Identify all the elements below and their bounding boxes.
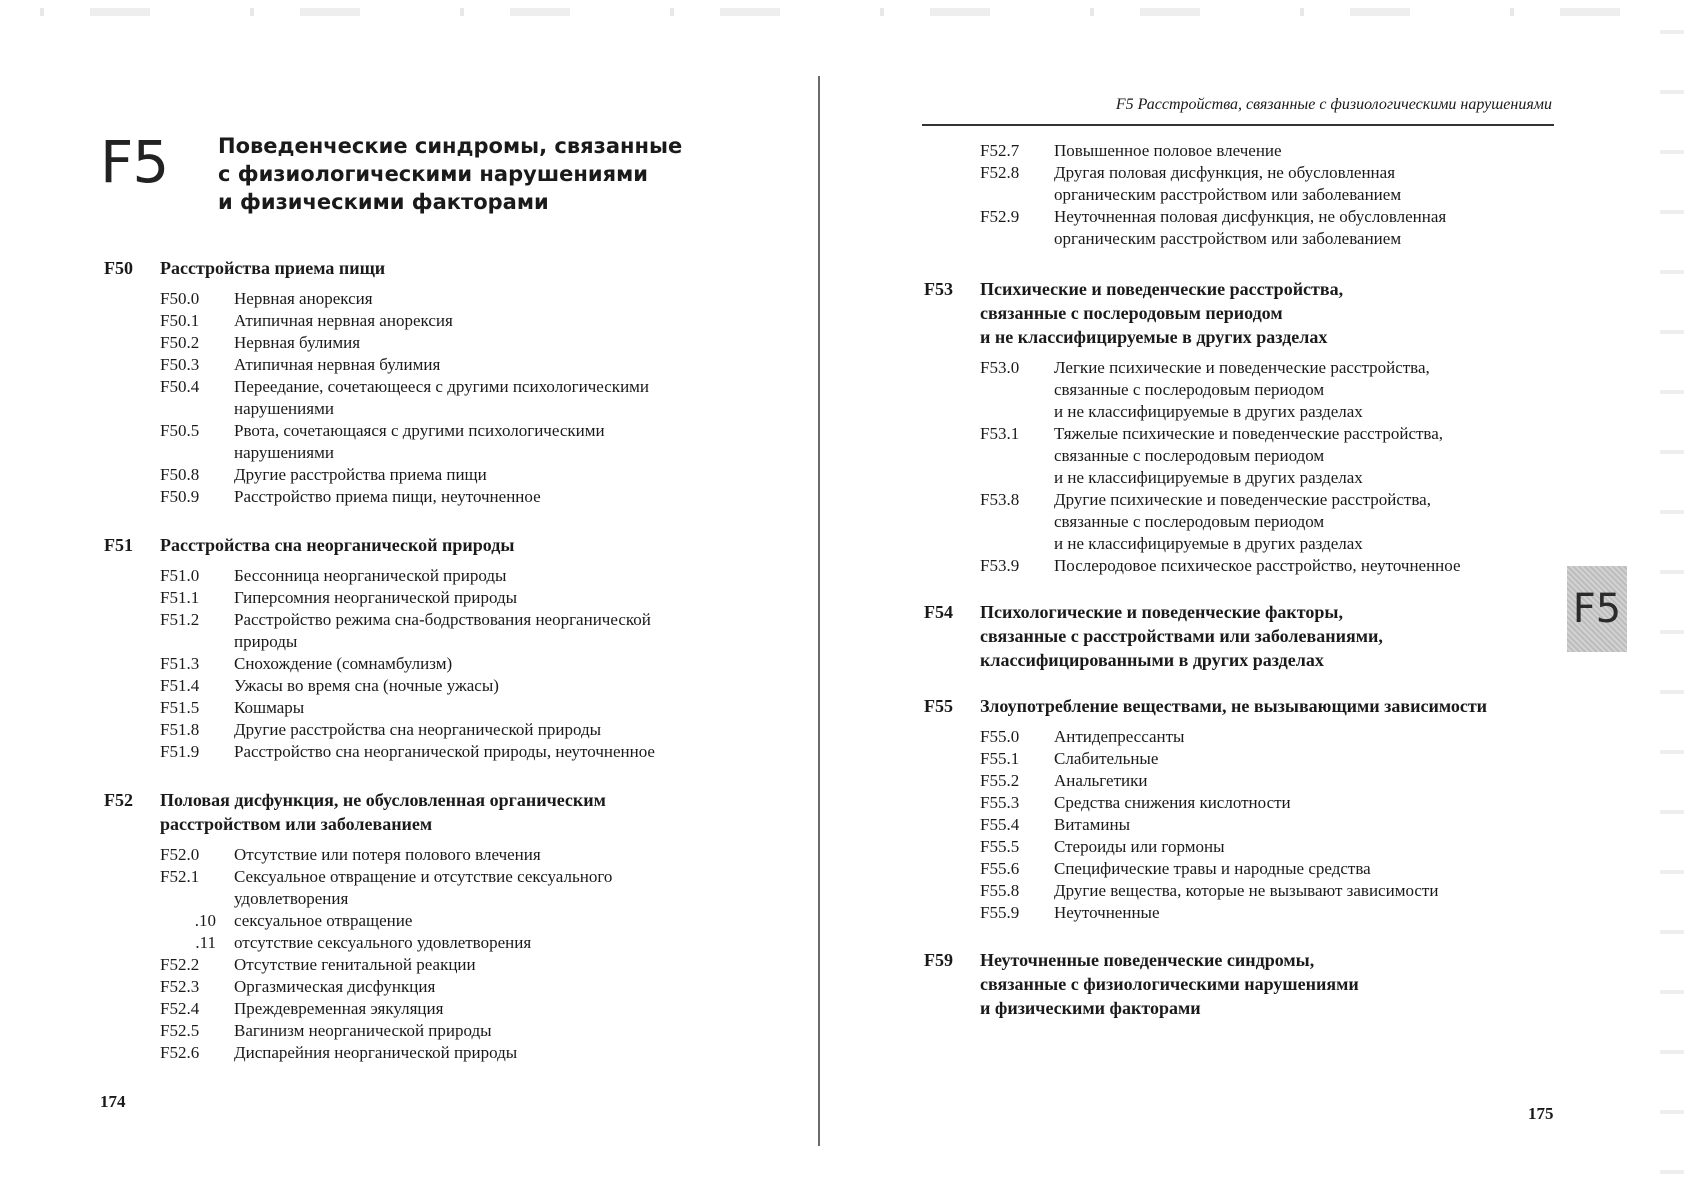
section-code: F53	[924, 279, 953, 299]
item-label	[1054, 162, 1401, 206]
section-item-list	[160, 565, 655, 763]
item-code: F52.7	[980, 141, 1020, 160]
list-item	[160, 464, 649, 486]
item-code: F55.8	[980, 881, 1020, 900]
item-code: F51.5	[160, 698, 200, 717]
item-code: F53.0	[980, 358, 1020, 377]
item-label	[234, 932, 531, 954]
list-item	[980, 880, 1487, 902]
section-title-line: Половая дисфункция, не обусловленная органическим	[160, 790, 606, 810]
list-item	[980, 858, 1487, 880]
list-item	[160, 332, 649, 354]
item-label-line: Вагинизм неорганической природы	[234, 1021, 492, 1040]
list-item	[980, 162, 1446, 206]
item-label-line: Другие расстройства сна неорганической природы	[234, 720, 602, 739]
section-title	[980, 600, 1383, 672]
running-head: F5 Расстройства, связанные с физиологическими нарушениями	[1115, 96, 1552, 113]
page-number: 175	[1528, 1104, 1554, 1123]
list-item	[980, 902, 1487, 924]
section-f59	[924, 948, 1359, 1020]
item-code: F55.9	[980, 903, 1020, 922]
item-label-line: и не классифицируемые в других разделах	[1054, 534, 1363, 553]
item-label-line: Диспарейния неорганической природы	[234, 1043, 518, 1062]
item-code: F55.6	[980, 859, 1020, 878]
item-label	[234, 653, 452, 675]
item-label-line: связанные с послеродовым периодом	[1054, 380, 1325, 399]
continued-items	[980, 140, 1446, 250]
item-code: F51.9	[160, 742, 200, 761]
header-rule	[922, 124, 1554, 126]
page-number: 174	[100, 1092, 126, 1111]
item-code: F55.0	[980, 727, 1020, 746]
item-code: F52.8	[980, 163, 1020, 182]
item-label-line: Атипичная нервная булимия	[234, 355, 441, 374]
item-label	[1054, 836, 1225, 858]
list-item	[160, 609, 655, 653]
item-label-line: Кошмары	[234, 698, 305, 717]
list-item	[980, 489, 1461, 555]
item-label	[234, 1020, 492, 1042]
item-label	[234, 332, 360, 354]
item-label	[234, 741, 655, 763]
list-item	[160, 1042, 612, 1064]
item-label	[234, 866, 612, 910]
item-label-line: Средства снижения кислотности	[1054, 793, 1291, 812]
item-code: F53.1	[980, 424, 1020, 443]
list-item	[160, 486, 649, 508]
item-label-line: Расстройство режима сна-бодрствования неорганической	[234, 610, 651, 629]
section-title	[160, 256, 385, 280]
section-code: F55	[924, 696, 953, 716]
item-label-line: Переедание, сочетающееся с другими психологическими	[234, 377, 650, 396]
section-code: F54	[924, 602, 953, 622]
left-page	[0, 0, 820, 1198]
item-label	[234, 486, 541, 508]
item-label-line: Специфические травы и народные средства	[1054, 859, 1371, 878]
section-f55	[924, 694, 1487, 924]
item-code: F51.0	[160, 566, 200, 585]
item-label	[234, 910, 412, 932]
section-heading	[924, 948, 1359, 1020]
list-item	[980, 357, 1461, 423]
list-item	[160, 932, 612, 954]
item-code: F50.1	[160, 311, 200, 330]
list-item	[160, 376, 649, 420]
section-f51	[104, 533, 655, 763]
item-code: F50.4	[160, 377, 200, 396]
item-label	[234, 719, 601, 741]
section-heading	[924, 694, 1487, 718]
item-label-line: Антидепрессанты	[1054, 727, 1185, 746]
item-code: F55.4	[980, 815, 1020, 834]
section-title-line: Злоупотребление веществами, не вызывающими зависимости	[980, 696, 1488, 716]
list-item	[980, 770, 1487, 792]
section-heading	[104, 788, 612, 836]
list-item	[160, 844, 612, 866]
item-label	[1054, 770, 1147, 792]
item-label-line: связанные с послеродовым периодом	[1054, 446, 1325, 465]
item-label-line: Отсутствие генитальной реакции	[234, 955, 476, 974]
list-item	[980, 814, 1487, 836]
item-code: F50.3	[160, 355, 200, 374]
list-item	[160, 565, 655, 587]
item-code: F55.3	[980, 793, 1020, 812]
list-item	[980, 792, 1487, 814]
item-code: F52.0	[160, 845, 200, 864]
item-label	[1054, 858, 1371, 880]
item-label-line: Расстройство сна неорганической природы, неуточненное	[234, 742, 655, 761]
item-label-line: удовлетворения	[234, 889, 349, 908]
item-code: F52.2	[160, 955, 200, 974]
list-item	[160, 910, 612, 932]
section-title-line: Расстройства приема пищи	[160, 258, 386, 278]
item-label	[1054, 357, 1430, 423]
list-item	[160, 1020, 612, 1042]
section-heading	[924, 600, 1383, 672]
item-label-line: и не классифицируемые в других разделах	[1054, 468, 1363, 487]
section-title-line: связанные с послеродовым периодом	[980, 303, 1283, 323]
item-label-line: Стероиды или гормоны	[1054, 837, 1225, 856]
section-item-list	[980, 726, 1487, 924]
item-label-line: Витамины	[1054, 815, 1130, 834]
item-label-line: Другая половая дисфункция, не обусловленная	[1054, 163, 1396, 182]
item-label-line: Рвота, сочетающаяся с другими психологическими	[234, 421, 605, 440]
item-code: F52.5	[160, 1021, 200, 1040]
list-item	[160, 719, 655, 741]
item-label	[234, 1042, 517, 1064]
list-item	[160, 288, 649, 310]
item-label-line: Атипичная нервная анорексия	[234, 311, 453, 330]
section-heading	[924, 277, 1461, 349]
chapter-thumb-tab	[1567, 566, 1627, 652]
item-label-line: природы	[234, 632, 298, 651]
section-title	[160, 788, 606, 836]
list-item	[980, 836, 1487, 858]
section-title-line: Психические и поведенческие расстройства,	[980, 279, 1344, 299]
section-title	[160, 533, 514, 557]
section-item-list	[980, 357, 1461, 577]
item-label-line: Послеродовое психическое расстройство, неуточненное	[1054, 556, 1461, 575]
item-code: F55.2	[980, 771, 1020, 790]
item-label-line: Слабительные	[1054, 749, 1159, 768]
item-label	[234, 609, 651, 653]
section-title-line: и физическими факторами	[980, 998, 1201, 1018]
item-label	[1054, 206, 1446, 250]
item-label-line: Гиперсомния неорганической природы	[234, 588, 518, 607]
item-label	[1054, 902, 1160, 924]
section-title-line: классифицированными в других разделах	[980, 650, 1324, 670]
list-item	[980, 206, 1446, 250]
item-code: F52.1	[160, 867, 200, 886]
list-item	[160, 310, 649, 332]
item-label	[234, 376, 649, 420]
list-item	[160, 354, 649, 376]
list-item	[160, 420, 649, 464]
item-label	[234, 976, 435, 998]
section-item-list	[160, 844, 612, 1064]
item-label	[234, 565, 506, 587]
item-label	[1054, 140, 1282, 162]
list-item	[160, 998, 612, 1020]
item-label	[234, 675, 499, 697]
item-code: F50.9	[160, 487, 200, 506]
section-title-line: связанные с физиологическими нарушениями	[980, 974, 1359, 994]
item-label-line: Анальгетики	[1054, 771, 1148, 790]
item-code: F53.9	[980, 556, 1020, 575]
section-heading	[104, 256, 649, 280]
item-label-line: Нервная булимия	[234, 333, 361, 352]
item-label-line: Расстройство приема пищи, неуточненное	[234, 487, 541, 506]
item-code: F55.5	[980, 837, 1020, 856]
item-label	[1054, 880, 1438, 902]
item-label-line: и не классифицируемые в других разделах	[1054, 402, 1363, 421]
item-label	[1054, 792, 1291, 814]
item-code: F51.1	[160, 588, 200, 607]
section-heading	[104, 533, 655, 557]
item-label-line: Ужасы во время сна (ночные ужасы)	[234, 676, 499, 695]
item-label-line: Тяжелые психические и поведенческие расстройства,	[1054, 424, 1444, 443]
item-label	[1054, 814, 1130, 836]
item-code: F55.1	[980, 749, 1020, 768]
chapter-title-line: с физиологическими нарушениями	[218, 162, 648, 186]
item-code: F50.8	[160, 465, 200, 484]
item-label-line: Легкие психические и поведенческие расстройства,	[1054, 358, 1430, 377]
item-code: F51.2	[160, 610, 200, 629]
section-code: F51	[104, 535, 133, 555]
item-label-line: Бессонница неорганической природы	[234, 566, 507, 585]
item-code: F53.8	[980, 490, 1020, 509]
item-label	[1054, 489, 1431, 555]
item-label	[1054, 423, 1443, 489]
section-title	[980, 948, 1359, 1020]
item-label	[1054, 555, 1461, 577]
section-title-line: расстройством или заболеванием	[160, 814, 433, 834]
item-code: F52.3	[160, 977, 200, 996]
section-f54	[924, 600, 1383, 672]
list-item	[160, 675, 655, 697]
item-code: .11	[195, 933, 216, 952]
list-item	[160, 653, 655, 675]
item-label-line: нарушениями	[234, 443, 334, 462]
item-label	[234, 288, 373, 310]
item-code: F51.4	[160, 676, 200, 695]
item-label	[1054, 726, 1184, 748]
item-label-line: сексуальное отвращение	[234, 911, 413, 930]
item-code: F51.3	[160, 654, 200, 673]
item-label-line: Другие вещества, которые не вызывают зависимости	[1054, 881, 1439, 900]
item-label-line: отсутствие сексуального удовлетворения	[234, 933, 532, 952]
list-item	[980, 748, 1487, 770]
item-label	[234, 310, 453, 332]
item-code: F50.2	[160, 333, 200, 352]
item-label-line: Сексуальное отвращение и отсутствие сексуального	[234, 867, 613, 886]
item-code: F50.0	[160, 289, 200, 308]
item-label-line: Неуточненные	[1054, 903, 1160, 922]
list-item	[160, 976, 612, 998]
section-f50	[104, 256, 649, 508]
item-label-line: органическим расстройством или заболеванием	[1054, 229, 1402, 248]
chapter-title-line: Поведенческие синдромы, связанные	[218, 134, 683, 158]
item-label-line: Нервная анорексия	[234, 289, 373, 308]
item-label	[234, 998, 443, 1020]
item-label-line: Оргазмическая дисфункция	[234, 977, 436, 996]
item-label-line: органическим расстройством или заболеванием	[1054, 185, 1402, 204]
item-code: F52.9	[980, 207, 1020, 226]
section-code: F52	[104, 790, 133, 810]
chapter-title	[218, 132, 738, 216]
section-title	[980, 277, 1343, 349]
scan-artifact-edge	[1660, 0, 1684, 1198]
list-item	[160, 866, 612, 910]
item-code: F52.6	[160, 1043, 200, 1062]
item-label	[234, 954, 476, 976]
item-label-line: Другие психические и поведенческие расстройства,	[1054, 490, 1431, 509]
section-f53	[924, 277, 1461, 577]
item-label	[234, 464, 487, 486]
list-item	[980, 140, 1446, 162]
section-f52	[104, 788, 612, 1064]
item-label-line: Отсутствие или потеря полового влечения	[234, 845, 541, 864]
list-item	[160, 587, 655, 609]
item-label	[234, 844, 541, 866]
section-title-line: связанные с расстройствами или заболеваниями,	[980, 626, 1383, 646]
item-label-line: Преждевременная эякуляция	[234, 999, 444, 1018]
item-label-line: Повышенное половое влечение	[1054, 141, 1282, 160]
item-label	[234, 354, 440, 376]
item-code: .10	[194, 911, 216, 930]
section-title-line: Расстройства сна неорганической природы	[160, 535, 515, 555]
section-item-list	[160, 288, 649, 508]
list-item	[980, 423, 1461, 489]
section-title	[980, 694, 1487, 718]
item-label-line: Снохождение (сомнамбулизм)	[234, 654, 453, 673]
section-title-line: Неуточненные поведенческие синдромы,	[980, 950, 1315, 970]
chapter-code: F5	[100, 128, 169, 196]
item-code: F51.8	[160, 720, 200, 739]
list-item	[160, 697, 655, 719]
item-label-line: Другие расстройства приема пищи	[234, 465, 487, 484]
item-label	[1054, 748, 1158, 770]
item-label	[234, 420, 605, 464]
list-item	[160, 741, 655, 763]
section-code: F50	[104, 258, 133, 278]
list-item	[980, 726, 1487, 748]
chapter-title-line: и физическими факторами	[218, 190, 549, 214]
item-label	[234, 697, 304, 719]
section-code: F59	[924, 950, 953, 970]
section-title-line: Психологические и поведенческие факторы,	[980, 602, 1343, 622]
item-label-line: Неуточненная половая дисфункция, не обусловленная	[1054, 207, 1447, 226]
item-code: F52.4	[160, 999, 200, 1018]
item-code: F50.5	[160, 421, 200, 440]
item-label	[234, 587, 517, 609]
thumb-tab-label: F5	[1572, 586, 1622, 632]
list-item	[980, 555, 1461, 577]
item-label-line: связанные с послеродовым периодом	[1054, 512, 1325, 531]
section-title-line: и не классифицируемые в других разделах	[980, 327, 1328, 347]
item-label-line: нарушениями	[234, 399, 334, 418]
list-item	[160, 954, 612, 976]
